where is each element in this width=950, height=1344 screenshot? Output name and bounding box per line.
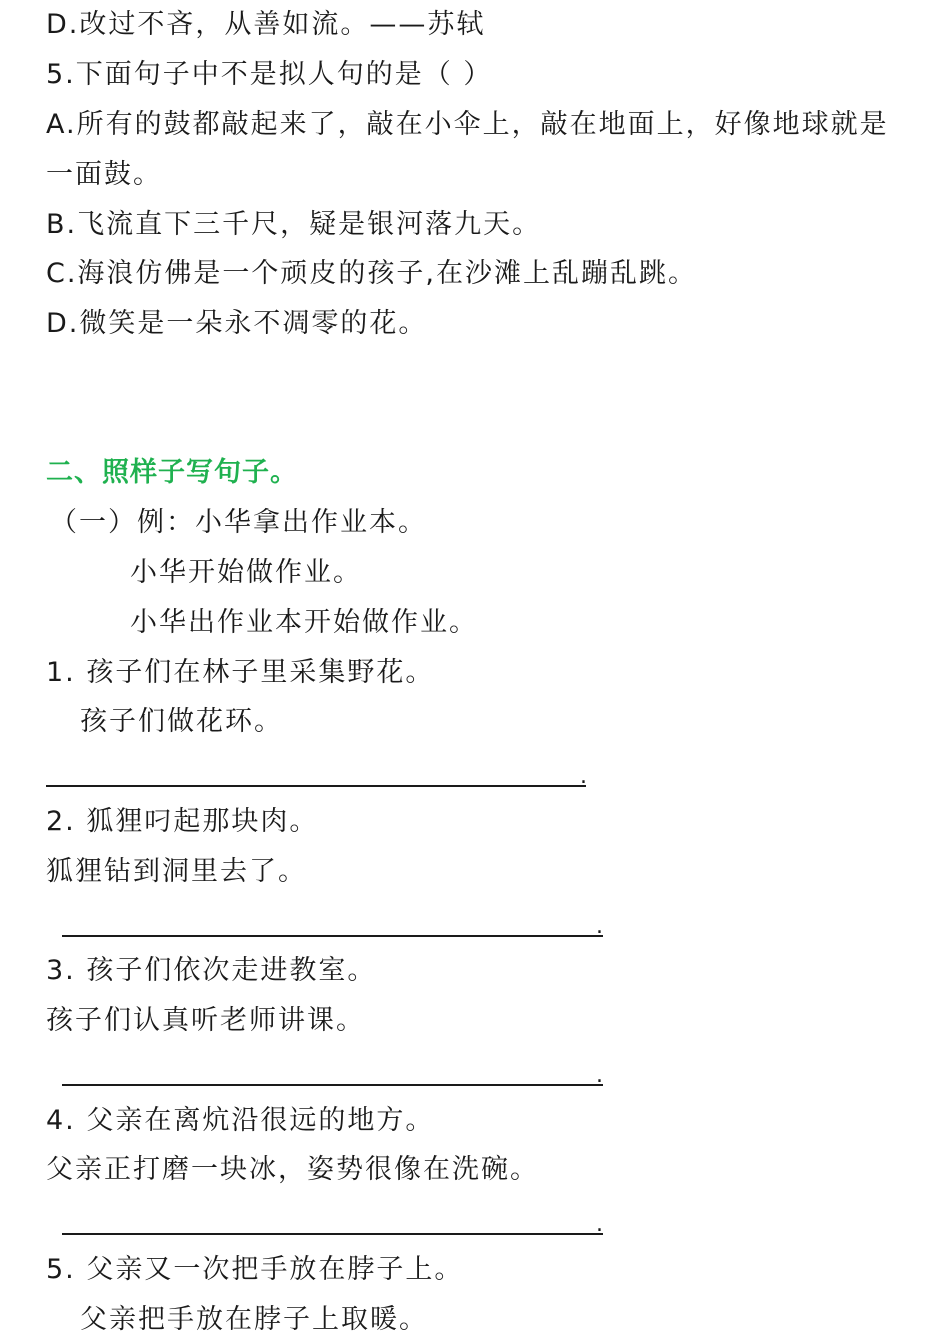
- item-1-answer-blank[interactable]: [46, 785, 586, 787]
- item-3-sentence-1: 3. 孩子们依次走进教室。: [46, 955, 377, 986]
- item-2-sentence-2: 狐狸钻到洞里去了。: [46, 856, 307, 887]
- example-line-3: 小华出作业本开始做作业。: [130, 607, 478, 638]
- example-line-2: 小华开始做作业。: [130, 557, 362, 588]
- q5-option-a-continued: 一面鼓。: [46, 159, 162, 190]
- q5-stem: 5.下面句子中不是拟人句的是（ ）: [46, 59, 493, 90]
- item-4-sentence-2: 父亲正打磨一块冰，姿势很像在洗碗。: [46, 1154, 539, 1185]
- item-2-answer-blank[interactable]: [62, 935, 603, 937]
- item-3-sentence-2: 孩子们认真听老师讲课。: [46, 1005, 365, 1036]
- item-2-blank-period: .: [596, 914, 605, 939]
- item-4-blank-period: .: [596, 1212, 605, 1237]
- item-3-answer-blank[interactable]: [62, 1084, 603, 1086]
- example-line-1: （一）例：小华拿出作业本。: [50, 507, 427, 538]
- item-5-sentence-1: 5. 父亲又一次把手放在脖子上。: [46, 1254, 464, 1285]
- item-1-sentence-1: 1. 孩子们在林子里采集野花。: [46, 657, 435, 688]
- q4-option-d: D.改过不吝，从善如流。——苏轼: [46, 9, 486, 40]
- q5-option-b: B.飞流直下三千尺，疑是银河落九天。: [46, 209, 542, 240]
- item-1-blank-period: .: [580, 764, 589, 789]
- item-4-sentence-1: 4. 父亲在离炕沿很远的地方。: [46, 1105, 435, 1136]
- section-heading: 二、照样子写句子。: [46, 457, 298, 488]
- item-1-sentence-2: 孩子们做花环。: [80, 706, 283, 737]
- item-3-blank-period: .: [596, 1063, 605, 1088]
- q5-option-c: C.海浪仿佛是一个顽皮的孩子,在沙滩上乱蹦乱跳。: [46, 258, 698, 289]
- item-4-answer-blank[interactable]: [62, 1233, 603, 1235]
- q5-option-d: D.微笑是一朵永不凋零的花。: [46, 308, 428, 339]
- item-5-sentence-2: 父亲把手放在脖子上取暖。: [80, 1304, 428, 1335]
- q5-option-a: A.所有的鼓都敲起来了，敲在小伞上，敲在地面上，好像地球就是: [46, 109, 889, 140]
- item-2-sentence-1: 2. 狐狸叼起那块肉。: [46, 806, 319, 837]
